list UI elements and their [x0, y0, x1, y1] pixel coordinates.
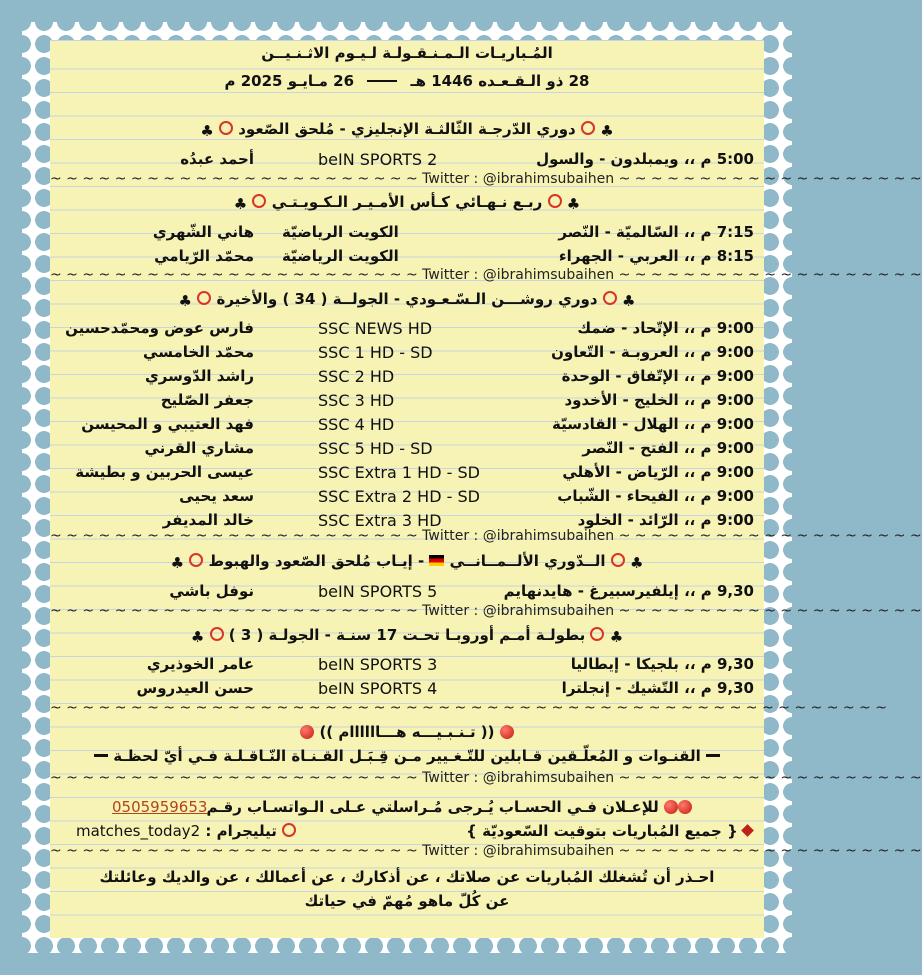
- match-teams: الرّائد - الخلود: [577, 511, 679, 529]
- red-ring-icon: [189, 553, 203, 567]
- notice-text-row: [50, 747, 764, 771]
- section-title: بطولـة أمـم أوروبـا تحـت 17 سنـة - الجولـة ( 3 ): [228, 626, 586, 644]
- match-teams: التّشيك - إنجلترا: [561, 679, 679, 697]
- red-dot-icon: [678, 800, 692, 814]
- match-commentator: أحمد عبدُه: [180, 150, 254, 168]
- match-commentator: مشاري القرني: [144, 439, 254, 457]
- red-ring-icon: [210, 627, 224, 641]
- match-channel: SSC 4 HD: [318, 415, 395, 434]
- match-commentator: محمّد الرّيامي: [154, 247, 254, 265]
- twitter-handle[interactable]: Twitter : @ibrahimsubaihen: [422, 171, 615, 187]
- footer-line-1: [50, 868, 764, 892]
- match-row: [50, 460, 764, 484]
- section-title: دوري روشـــن الـسّـعـودي - الجولــة ( 34 ) والأخيرة: [216, 290, 598, 308]
- red-ring-icon: [282, 823, 296, 837]
- match-commentator: سعد يحيى: [179, 487, 254, 505]
- section-title: دوري الدّرجـة الثّالثـة الإنجليزي - مُلحق الصّعود: [238, 120, 576, 138]
- match-channel: beIN SPORTS 5: [318, 582, 438, 601]
- footer-text-2: عن كُلّ ماهو مُهمّ في حياتك: [304, 892, 510, 910]
- red-ring-icon: [252, 194, 266, 208]
- match-time: 9,30 م ،،: [684, 679, 754, 697]
- match-channel: SSC NEWS HD: [318, 319, 433, 338]
- match-time: 9:00 م ،،: [683, 511, 754, 529]
- club-icon: ♣: [629, 554, 644, 572]
- notice-text: القنـوات و المُعلّـقين قـابلين للتّـغـيير مـن قِـبَـل القـنـاة النّـاقـلـة فـي أيّ لحظـة: [113, 747, 701, 765]
- ads-row: [50, 795, 764, 819]
- red-ring-icon: [219, 121, 233, 135]
- twitter-separator: ~ ~ ~ ~ ~ ~ ~ ~ ~ ~ ~ ~ ~ ~ ~ ~ ~ ~ ~ ~ ~ ~ ~ Twitter : @ibrahimsubaihen ~ ~ ~ ~ ~ ~ ~ ~ ~ ~ ~ ~ ~ ~ ~ ~ ~ ~ ~: [50, 603, 922, 619]
- red-dot-icon: [664, 800, 678, 814]
- section-title: الــدّوري الألــمــانــي: [449, 552, 606, 570]
- match-teams: الخليج - الأخدود: [564, 391, 679, 409]
- match-commentator: عيسى الحربين و بطيشة: [75, 463, 254, 481]
- match-teams: الرّياض - الأهلي: [562, 463, 679, 481]
- match-channel: SSC Extra 3 HD: [318, 511, 442, 530]
- match-time: 7:15 م ،،: [683, 223, 754, 241]
- section-header: [50, 552, 764, 576]
- match-teams: السّالميّة - النّصر: [558, 223, 679, 241]
- match-row: [50, 676, 764, 700]
- match-teams: إيلفيرسبيرغ - هايدنهايم: [503, 582, 679, 600]
- twitter-handle[interactable]: Twitter : @ibrahimsubaihen: [422, 603, 615, 619]
- club-icon: ♣: [178, 292, 192, 310]
- match-teams: الإتّحاد - ضمك: [577, 319, 679, 337]
- match-time: 9:00 م ،،: [683, 367, 754, 385]
- red-ring-icon: [197, 291, 211, 305]
- match-teams: الفيحاء - الشّباب: [557, 487, 679, 505]
- telegram-handle[interactable]: matches_today2: [76, 822, 201, 840]
- section-title: ربـع نـهـائي كـأس الأمـيـر الـكـويـتـي: [271, 193, 543, 211]
- header-date-row: [50, 72, 764, 96]
- red-dot-icon: [300, 725, 314, 739]
- match-commentator: عامر الخوذيري: [146, 655, 254, 673]
- telegram-label: تيليجرام :: [205, 822, 277, 840]
- match-teams: ويمبلدون - والسول: [536, 150, 679, 168]
- match-channel: beIN SPORTS 4: [318, 679, 438, 698]
- twitter-separator: ~ ~ ~ ~ ~ ~ ~ ~ ~ ~ ~ ~ ~ ~ ~ ~ ~ ~ ~ ~ ~ ~ ~ Twitter : @ibrahimsubaihen ~ ~ ~ ~ ~ ~ ~ ~ ~ ~ ~ ~ ~ ~ ~ ~ ~ ~ ~: [50, 171, 922, 187]
- match-row: [50, 579, 764, 603]
- club-icon: ♣: [190, 628, 205, 646]
- match-row: [50, 412, 764, 436]
- match-channel: SSC Extra 2 HD - SD: [318, 487, 480, 506]
- red-ring-icon: [611, 553, 625, 567]
- match-row: [50, 364, 764, 388]
- club-icon: ♣: [170, 554, 185, 572]
- match-commentator: جعفر الصّليح: [160, 391, 254, 409]
- match-channel: SSC 3 HD: [318, 391, 395, 410]
- match-row: [50, 147, 764, 171]
- match-teams: الفتح - النّصر: [582, 439, 679, 457]
- hijri-date: 28 ذو الـقـعـده 1446 هـ: [410, 72, 590, 90]
- match-commentator: نوفل باشي: [169, 582, 254, 600]
- match-row: [50, 220, 764, 244]
- match-time: 9:00 م ،،: [683, 343, 754, 361]
- twitter-handle[interactable]: Twitter : @ibrahimsubaihen: [422, 528, 615, 544]
- match-teams: الهلال - القادسيّة: [551, 415, 679, 433]
- club-icon: ♣: [609, 628, 624, 646]
- germany-flag-icon: [429, 555, 444, 566]
- match-row: [50, 340, 764, 364]
- twitter-separator: ~ ~ ~ ~ ~ ~ ~ ~ ~ ~ ~ ~ ~ ~ ~ ~ ~ ~ ~ ~ ~ ~ ~ Twitter : @ibrahimsubaihen ~ ~ ~ ~ ~ ~ ~ ~ ~ ~ ~ ~ ~ ~ ~ ~ ~ ~ ~: [50, 770, 922, 786]
- match-channel: beIN SPORTS 3: [318, 655, 438, 674]
- header-title-row: [50, 44, 764, 68]
- match-channel: SSC 1 HD - SD: [318, 343, 433, 362]
- section-header: [50, 290, 764, 314]
- notice-title: (( تـنـبـيـــه هـــاااااام )): [319, 723, 495, 741]
- match-row: [50, 316, 764, 340]
- red-ring-icon: [548, 194, 562, 208]
- match-channel: beIN SPORTS 2: [318, 150, 438, 169]
- red-ring-icon: [590, 627, 604, 641]
- match-channel: SSC 5 HD - SD: [318, 439, 433, 458]
- club-icon: ♣: [233, 195, 248, 213]
- twitter-handle[interactable]: Twitter : @ibrahimsubaihen: [422, 843, 615, 859]
- schedule-card: [50, 40, 922, 938]
- match-commentator: خالد المديفر: [162, 511, 254, 529]
- match-teams: بلجيكا - إيطاليا: [570, 655, 679, 673]
- match-channel: SSC 2 HD: [318, 367, 395, 386]
- match-commentator: راشد الدّوسري: [144, 367, 254, 385]
- match-time: 9:00 م ،،: [683, 415, 754, 433]
- match-time: 9:00 م ،،: [683, 487, 754, 505]
- footer-text-1: احـذر أن تُشغلك المُباريات عن صلاتك ، عن أذكارك ، عن أعمالك ، عن والديك وعائلتك: [99, 868, 715, 886]
- match-time: 9:00 م ،،: [683, 463, 754, 481]
- match-teams: العروبـة - التّعاون: [551, 343, 679, 361]
- twitter-handle[interactable]: Twitter : @ibrahimsubaihen: [422, 770, 615, 786]
- match-time: 9:00 م ،،: [683, 439, 754, 457]
- page-title: المُـباريـات الـمـنـقـولـة لـيـوم الاثـنـيــن: [261, 44, 553, 62]
- match-time: 8:15 م ،،: [683, 247, 754, 265]
- section-header: [50, 120, 764, 144]
- match-teams: الإتّفاق - الوحدة: [561, 367, 679, 385]
- ads-text: للإعـلان فـي الحسـاب يُـرجى مُـراسلتي عـلى الـواتسـاب رقـم: [206, 798, 659, 816]
- club-icon: ♣: [622, 292, 636, 310]
- match-channel: الكويت الرياضيّة: [282, 247, 399, 265]
- red-diamond-icon: [741, 824, 754, 837]
- match-time: 5:00 م ،،: [683, 150, 754, 168]
- whatsapp-phone-link[interactable]: 0505959653: [112, 798, 208, 816]
- red-ring-icon: [603, 291, 617, 305]
- notice-title-row: [50, 723, 764, 747]
- match-channel: الكويت الرياضيّة: [282, 223, 399, 241]
- timing-row: [50, 819, 764, 843]
- match-row: [50, 436, 764, 460]
- match-commentator: فهد العتيبي و المحيسن: [81, 415, 254, 433]
- red-dot-icon: [500, 725, 514, 739]
- match-commentator: فارس عوض ومحمّدحسين: [65, 319, 254, 337]
- match-row: [50, 244, 764, 268]
- footer-line-2: [50, 892, 764, 916]
- section-title-suffix: - إيـاب مُلحق الصّعود والهبوط: [208, 552, 425, 570]
- gregorian-date: 26 مـايـو 2025 م: [224, 72, 355, 90]
- match-time: 9,30 م ،،: [684, 655, 754, 673]
- section-header: [50, 193, 764, 217]
- club-icon: ♣: [600, 122, 614, 140]
- twitter-separator: ~ ~ ~ ~ ~ ~ ~ ~ ~ ~ ~ ~ ~ ~ ~ ~ ~ ~ ~ ~ ~ ~ ~ Twitter : @ibrahimsubaihen ~ ~ ~ ~ ~ ~ ~ ~ ~ ~ ~ ~ ~ ~ ~ ~ ~ ~ ~: [50, 843, 922, 859]
- match-commentator: محمّد الخامسي: [143, 343, 254, 361]
- match-commentator: هاني الشّهري: [152, 223, 254, 241]
- twitter-separator: ~ ~ ~ ~ ~ ~ ~ ~ ~ ~ ~ ~ ~ ~ ~ ~ ~ ~ ~ ~ ~ ~ ~ Twitter : @ibrahimsubaihen ~ ~ ~ ~ ~ ~ ~ ~ ~ ~ ~ ~ ~ ~ ~ ~ ~ ~ ~: [50, 528, 922, 544]
- match-time: 9:00 م ،،: [683, 319, 754, 337]
- club-icon: ♣: [566, 195, 581, 213]
- match-time: 9:00 م ،،: [683, 391, 754, 409]
- timing-note: { جميع المُباريات بتوقيت السّعوديّة }: [466, 822, 738, 840]
- club-icon: ♣: [200, 122, 214, 140]
- twitter-separator: ~ ~ ~ ~ ~ ~ ~ ~ ~ ~ ~ ~ ~ ~ ~ ~ ~ ~ ~ ~ ~ ~ ~ Twitter : @ibrahimsubaihen ~ ~ ~ ~ ~ ~ ~ ~ ~ ~ ~ ~ ~ ~ ~ ~ ~ ~ ~: [50, 267, 922, 283]
- twitter-handle[interactable]: Twitter : @ibrahimsubaihen: [422, 267, 615, 283]
- match-row: [50, 388, 764, 412]
- match-row: [50, 652, 764, 676]
- match-time: 9,30 م ،،: [684, 582, 754, 600]
- match-channel: SSC Extra 1 HD - SD: [318, 463, 480, 482]
- section-header: [50, 626, 764, 650]
- match-teams: العربي - الجهراء: [558, 247, 679, 265]
- red-ring-icon: [581, 121, 595, 135]
- match-commentator: حسن العيدروس: [136, 679, 254, 697]
- tilde-separator: ~ ~ ~ ~ ~ ~ ~ ~ ~ ~ ~ ~ ~ ~ ~ ~ ~ ~ ~ ~ ~ ~ ~ ~ ~ ~ ~ ~ ~ ~ ~ ~ ~ ~ ~ ~ ~ ~ ~ ~ ~ ~ ~ ~ ~ ~ ~ ~ ~ ~ ~ ~: [50, 700, 887, 716]
- match-row: [50, 484, 764, 508]
